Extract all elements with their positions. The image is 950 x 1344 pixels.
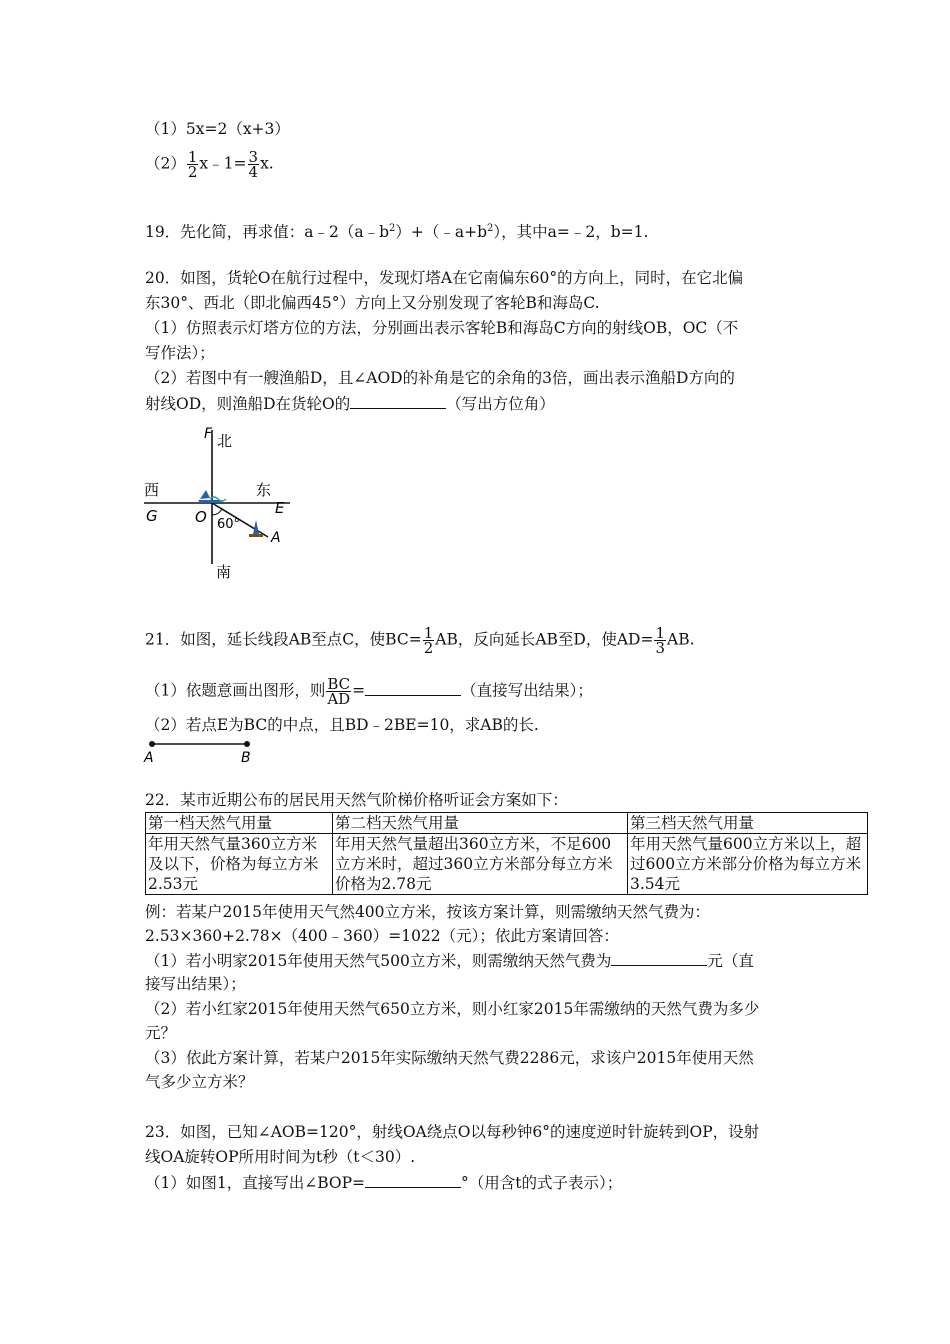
frac-num: 1 [423, 624, 434, 642]
label-north: 北 [217, 432, 233, 450]
frac-num: BC [327, 675, 351, 693]
table-header-row [146, 813, 868, 834]
q23-line3 [145, 1171, 622, 1194]
q21-line2-eq: = [352, 681, 366, 700]
q21-line2-a: （1）依题意画出图形，则 [145, 681, 326, 700]
q19-part-a: 19．先化简，再求值：a﹣2（a﹣b [145, 223, 389, 242]
q22-part1 [145, 949, 754, 972]
q23-line1: 23．如图，已知∠AOB=120°，射线OA绕点O以每秒钟6°的速度逆时针旋转到OP，设射 [145, 1123, 760, 1141]
q21-line1 [145, 626, 695, 655]
q20-line5: （2）若图中有一艘渔船D，且∠AOD的补角是它的余角的3倍，画出表示渔船D方向的 [145, 369, 735, 387]
table-row [146, 834, 868, 895]
q20-line1: 20．如图，货轮O在航行过程中，发现灯塔A在它南偏东60°的方向上，同时，在它北偏 [145, 269, 744, 287]
q21-line3: （2）若点E为BC的中点，且BD﹣2BE=10，求AB的长. [145, 716, 539, 734]
lighthouse-base [249, 534, 263, 537]
q18-part1: （1）5x=2（x+3） [145, 120, 290, 138]
table-cell: 年用天然气量600立方米以上，超过600立方米部分价格为每立方米3.54元 [628, 834, 868, 895]
q20-line6-b: （写出方位角） [446, 395, 555, 413]
table-header-cell: 第二档天然气用量 [333, 813, 628, 834]
label-F: F [204, 426, 213, 442]
q20-line4: 写作法）； [145, 344, 215, 362]
compass-figure [140, 422, 300, 582]
frac-den: 2 [187, 163, 198, 181]
q22-example1: 例：若某户2015年使用天气然400立方米，按该方案计算，则需缴纳天然气费为： [145, 903, 711, 921]
frac-den: 4 [248, 163, 259, 181]
q22-part1-cont: 接写出结果）； [145, 975, 246, 993]
fraction-three-quarters [248, 150, 260, 179]
label-angle: 60° [217, 517, 241, 532]
q19-sup2: 2 [487, 223, 494, 234]
segment-AB-figure [140, 738, 260, 766]
q23-line2: 线OA旋转OP所用时间为t秒（t＜30）. [145, 1148, 416, 1166]
q19-text [145, 218, 648, 243]
angle-arc [212, 509, 222, 515]
label-A: A [271, 530, 281, 546]
point-B [244, 741, 250, 747]
q21-line1-a: 21．如图，延长线段AB至点C，使BC= [145, 630, 422, 649]
answer-blank [365, 1171, 461, 1188]
fraction-bc-over-ad [326, 677, 351, 706]
fraction-one-half [187, 150, 199, 179]
q22-part3: （3）依此方案计算，若某户2015年实际缴纳天然气费2286元，求该户2015年使用天然 [145, 1049, 754, 1067]
table-cell: 年用天然气量360立方米及以下，价格为每立方米2.53元 [146, 834, 333, 895]
label-A: A [144, 750, 154, 766]
answer-blank [350, 392, 446, 409]
answer-blank [611, 949, 707, 966]
table-header-cell: 第一档天然气用量 [146, 813, 333, 834]
gas-price-table [145, 812, 868, 895]
label-west: 西 [144, 481, 160, 499]
frac-num: 1 [655, 624, 666, 642]
q20-line3: （1）仿照表示灯塔方位的方法，分别画出表示客轮B和海岛C方向的射线OB，OC（不 [145, 319, 739, 337]
q21-line1-c: AB. [667, 630, 695, 649]
frac-num: 3 [248, 148, 259, 166]
label-B: B [241, 750, 251, 766]
frac-num: 1 [187, 148, 198, 166]
q21-line2-c: （直接写出结果）； [461, 681, 593, 700]
q21-line2 [145, 677, 593, 706]
frac-den: 3 [655, 639, 666, 657]
q20-line2: 东30°、西北（即北偏西45°）方向上又分别发现了客轮B和海岛C. [145, 294, 600, 312]
q18-part2-mid: x﹣1= [199, 154, 247, 173]
q23-line3-b: °（用含t的式子表示）； [461, 1174, 623, 1192]
q21-line1-b: AB，反向延长AB至D，使AD= [435, 630, 654, 649]
q19-part-c: ），其中a=﹣2，b=1. [493, 223, 649, 242]
label-O: O [195, 508, 207, 526]
q19-sup1: 2 [389, 223, 396, 234]
q22-part2-cont: 元？ [145, 1024, 177, 1042]
label-E: E [275, 499, 285, 517]
table-cell: 年用天然气量超出360立方米，不足600立方米时，超过360立方米部分每立方米价格为2.78元 [333, 834, 628, 895]
q20-line6 [145, 392, 555, 415]
q22-part1-a: （1）若小明家2015年使用天然气500立方米，则需缴纳天然气费为 [145, 952, 612, 970]
q22-part3-cont: 气多少立方米？ [145, 1073, 254, 1091]
label-east: 东 [256, 481, 272, 499]
fraction-one-half [423, 626, 435, 655]
q22-example2: 2.53×360+2.78×（400﹣360）=1022（元）；依此方案请回答： [145, 927, 619, 945]
q18-part2 [145, 150, 274, 179]
q18-part2-suffix: x. [260, 154, 274, 173]
fraction-one-third [654, 626, 666, 655]
lighthouse-icon [253, 520, 259, 534]
q18-part2-prefix: （2） [145, 154, 186, 173]
point-A [149, 741, 155, 747]
q22-part1-b: 元（直 [707, 952, 754, 970]
q20-line6-a: 射线OD，则渔船D在货轮O的 [145, 395, 351, 413]
q22-part2: （2）若小红家2015年使用天然气650立方米，则小红家2015年需缴纳的天然气费为多少 [145, 1000, 760, 1018]
q22-line1: 22．某市近期公布的居民用天然气阶梯价格听证会方案如下： [145, 791, 568, 809]
frac-den: AD [327, 690, 351, 708]
frac-den: 2 [423, 639, 434, 657]
label-G: G [146, 507, 158, 525]
q23-line3-a: （1）如图1，直接写出∠BOP= [145, 1174, 366, 1192]
table-header-cell: 第三档天然气用量 [628, 813, 868, 834]
q19-part-b: ）+（﹣a+b [395, 223, 488, 242]
answer-blank [365, 679, 461, 696]
label-south: 南 [216, 563, 232, 581]
